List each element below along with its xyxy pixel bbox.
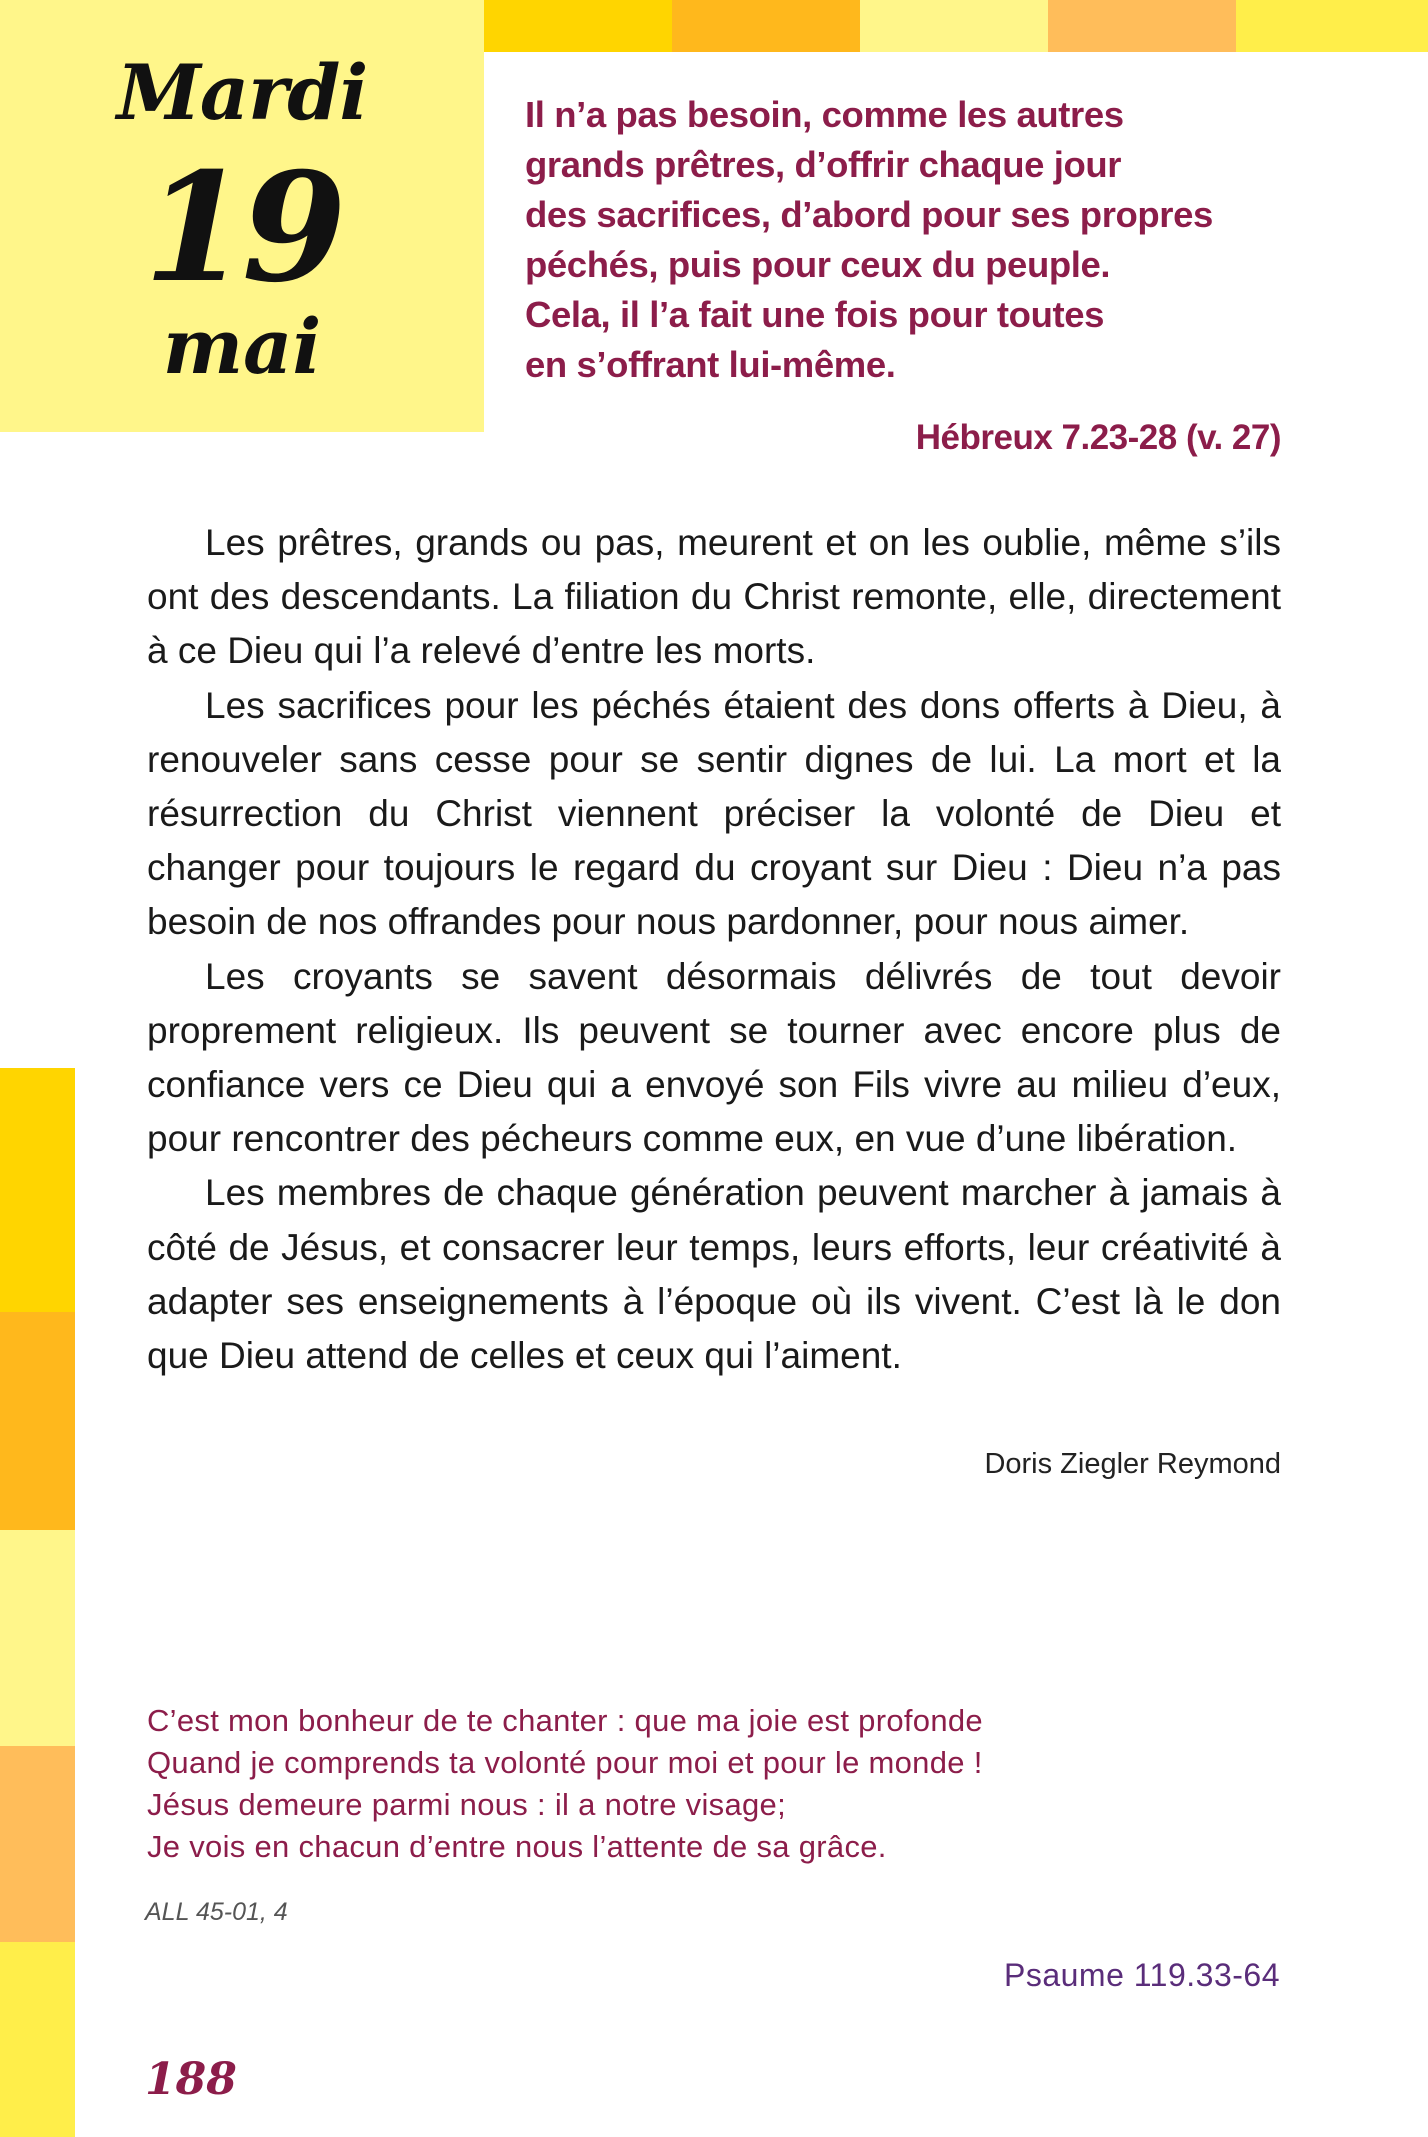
- paragraph: Les sacrifices pour les péchés étaient des dons offerts à Dieu, à renouveler sans cesse pour se sentir dignes de lui. La mort et la résurrection du Christ viennent préciser la volonté de Dieu et changer pour toujours le regard du croyant sur Dieu : Dieu n’a pas besoin de nos offrandes pour nous pardonner, pour nous aimer.: [147, 684, 1281, 943]
- top-bar-segment: [1236, 0, 1428, 52]
- page-number: 188: [145, 2054, 237, 2105]
- verse-line: péchés, puis pour ceux du peuple.: [525, 244, 1111, 285]
- side-bar-segment: [0, 1942, 75, 2137]
- meditation-text: [147, 516, 1281, 1383]
- hymn-reference: ALL 45-01, 4: [145, 1898, 288, 1926]
- side-bar-segment: [0, 1068, 75, 1312]
- top-bar-segment: [484, 0, 672, 52]
- top-bar-segment: [672, 0, 860, 52]
- verse-line: Cela, il l’a fait une fois pour toutes: [525, 294, 1105, 335]
- hymn-stanza: [147, 1700, 1147, 1868]
- hymn-line: Quand je comprends ta volonté pour moi et pour le monde !: [147, 1745, 983, 1780]
- top-bar-segment: [860, 0, 1048, 52]
- scripture-verse: [525, 90, 1305, 390]
- side-bar-segment: [0, 1312, 75, 1530]
- side-bar-segment: [0, 1530, 75, 1746]
- verse-line: Il n’a pas besoin, comme les autres: [525, 94, 1124, 135]
- day-number: 19: [143, 140, 341, 316]
- top-bar-segment: [1048, 0, 1236, 52]
- hymn-line: C’est mon bonheur de te chanter : que ma joie est profonde: [147, 1703, 983, 1738]
- verse-line: en s’offrant lui-même.: [525, 344, 896, 385]
- verse-reference: Hébreux 7.23-28 (v. 27): [915, 418, 1281, 457]
- month-name: mai: [162, 302, 322, 391]
- hymn-line: Jésus demeure parmi nous : il a notre visage;: [147, 1787, 786, 1822]
- paragraph: Les prêtres, grands ou pas, meurent et on les oublie, même s’ils ont des descendants. La filiation du Christ remonte, elle, directement à ce Dieu qui l’a relevé d’entre les morts.: [147, 522, 1281, 672]
- paragraph: Les membres de chaque génération peuvent marcher à jamais à côté de Jésus, et consacrer leur temps, leurs efforts, leur créativité à adapter ses enseignements à l’époque où ils vivent. C’est là le don que Dieu attend de celles et ceux qui l’aiment.: [147, 1172, 1281, 1377]
- paragraph: Les croyants se savent désormais délivrés de tout devoir proprement religieux. Ils peuvent se tourner avec encore plus de confiance vers ce Dieu qui a envoyé son Fils vivre au milieu d’eux, pour rencontrer des pécheurs comme eux, en vue d’une libération.: [147, 955, 1281, 1160]
- verse-line: grands prêtres, d’offrir chaque jour: [525, 144, 1122, 185]
- author: Doris Ziegler Reymond: [984, 1448, 1281, 1480]
- side-bar-segment: [0, 1746, 75, 1942]
- day-name: Mardi: [116, 48, 368, 137]
- verse-line: des sacrifices, d’abord pour ses propres: [525, 194, 1213, 235]
- hymn-line: Je vois en chacun d’entre nous l’attente de sa grâce.: [147, 1829, 887, 1864]
- psalm-reference: Psaume 119.33-64: [1003, 1957, 1280, 1993]
- date-box: [0, 0, 484, 432]
